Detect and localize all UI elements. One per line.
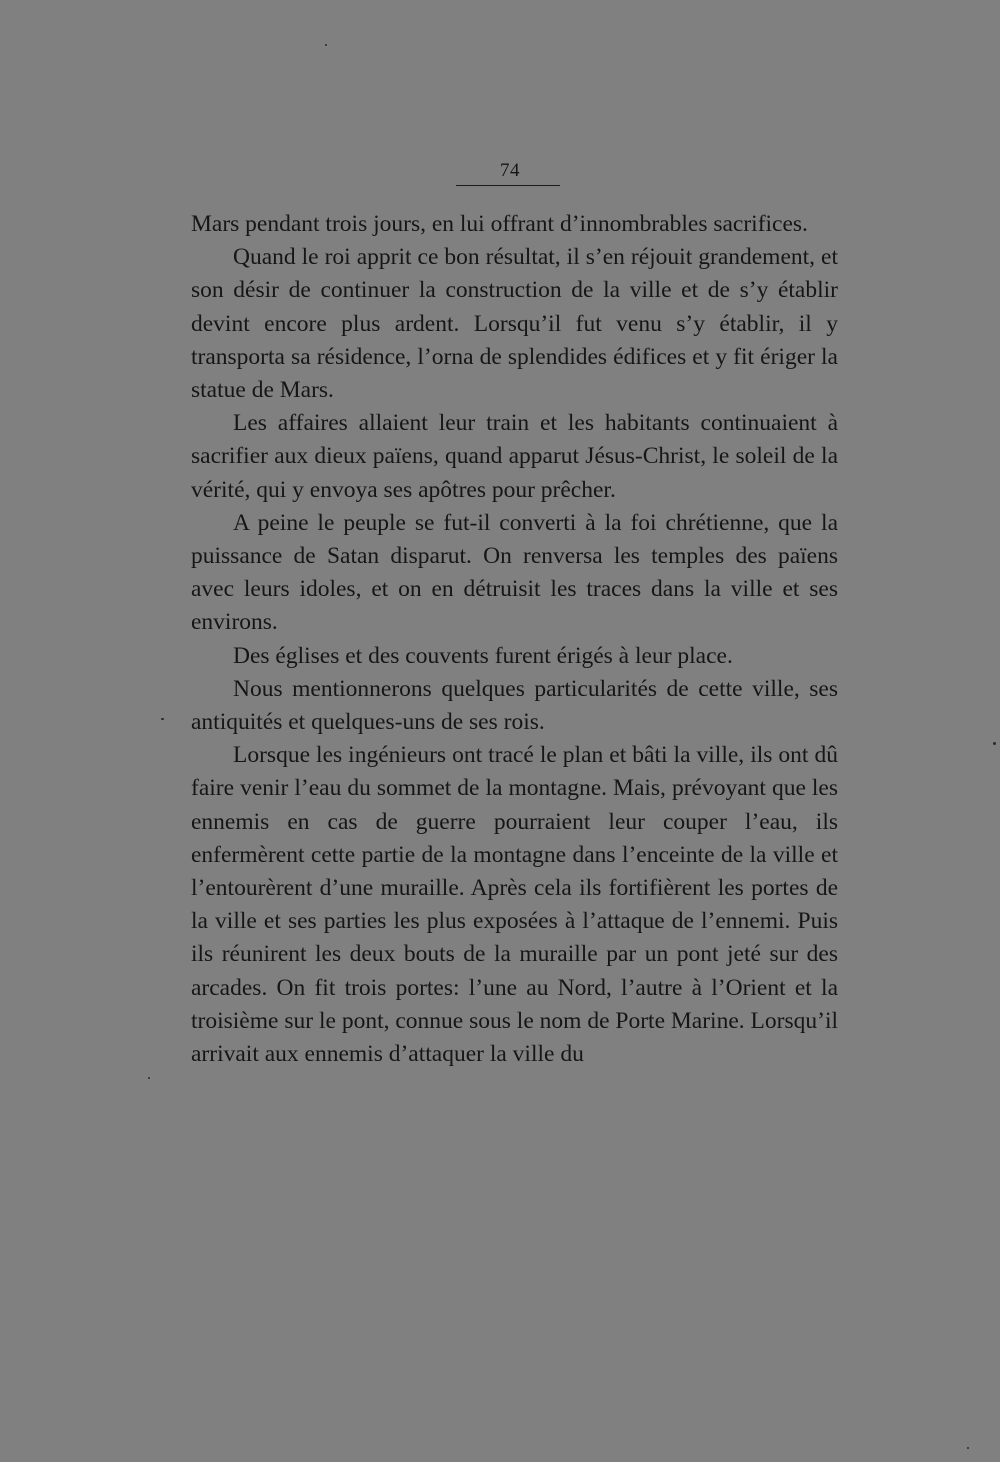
- scan-speck: [161, 718, 164, 720]
- page-number-rule: [456, 185, 560, 186]
- paragraph-1: Mars pendant trois jours, en lui offrant d’innombrables sacrifices.: [191, 211, 808, 237]
- scan-speck: [967, 1447, 969, 1449]
- paragraph-6: Nous mentionnerons quelques particularités de cette ville, ses antiquités et quelques-uns de ses rois.: [191, 675, 838, 736]
- scan-speck: [325, 44, 327, 46]
- paragraph-4: A peine le peuple se fut-il converti à la foi chrétienne, que la puissance de Satan disparut. On renversa les temples des païens avec leurs idoles, et on en détruisit les traces dans la ville et ses environs.: [191, 509, 838, 636]
- scan-speck: [148, 1077, 150, 1079]
- paragraph-3: Les affaires allaient leur train et les habitants continuaient à sacrifier aux dieux païens, quand apparut Jésus-Christ, le soleil de la vérité, qui y envoya ses apôtres pour prêcher.: [191, 410, 838, 503]
- paragraph-2: Quand le roi apprit ce bon résultat, il s’en réjouit grandement, et son désir de continuer la construction de la ville et de s’y établir devint encore plus ardent. Lorsqu’il fut venu s’y établir, il y transporta sa résidence, l’orna de splendides édifices et y fit ériger la statue de Mars.: [191, 244, 838, 404]
- body-text: [191, 208, 838, 1071]
- page-number: 74: [500, 160, 520, 181]
- scan-speck: [993, 742, 996, 745]
- paragraph-7: Lorsque les ingénieurs ont tracé le plan et bâti la ville, ils ont dû faire venir l’eau du sommet de la montagne. Mais, prévoyant que les ennemis en cas de guerre pourraient leur couper l’eau, ils enfermèrent cette partie de la montagne dans l’enceinte de la ville et l’entourèrent d’une muraille. Après cela ils fortifièrent les portes de la ville et ses parties les plus exposées à l’attaque de l’ennemi. Puis ils réunirent les deux bouts de la muraille par un pont jeté sur des arcades. On fit trois portes: l’une au Nord, l’autre à l’Orient et la troisième sur le pont, connue sous le nom de Porte Marine. Lorsqu’il arrivait aux ennemis d’attaquer la ville du: [191, 742, 838, 1068]
- paragraph-5: Des églises et des couvents furent érigés à leur place.: [233, 642, 733, 669]
